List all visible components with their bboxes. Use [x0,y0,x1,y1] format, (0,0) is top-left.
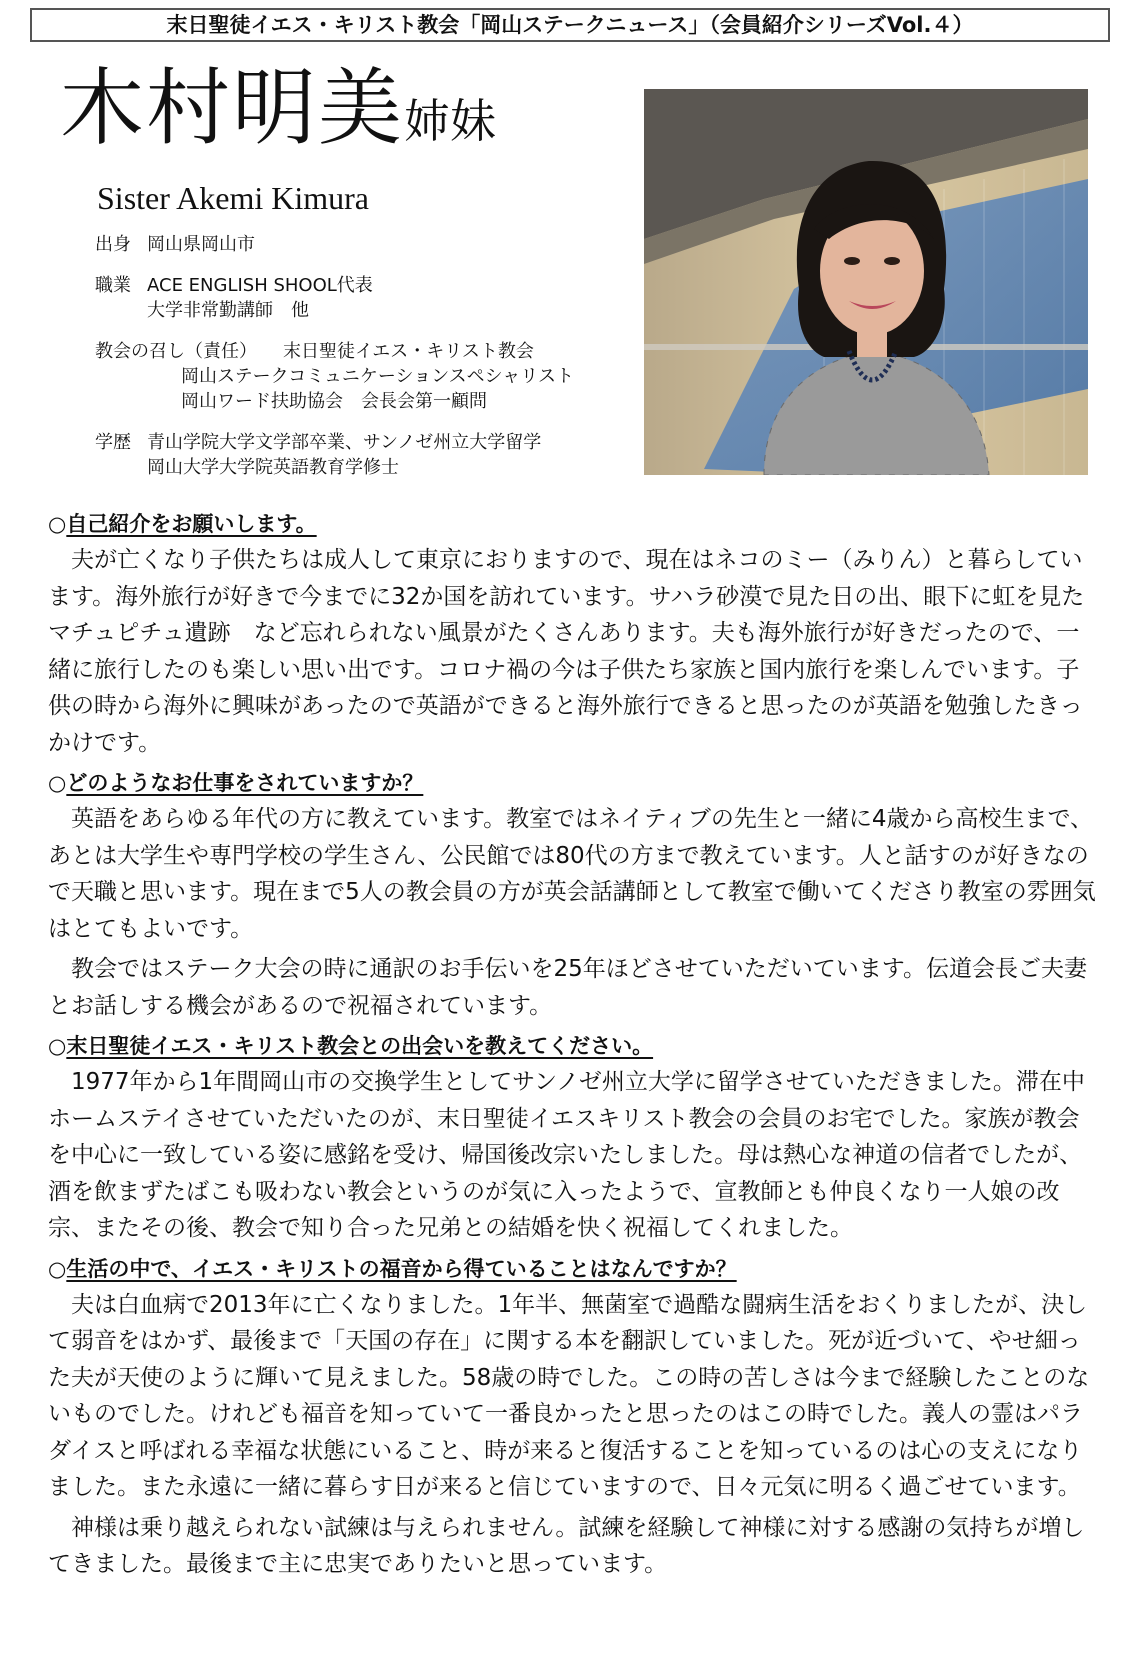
job-line: ACE ENGLISH SHOOL代表 [147,275,373,296]
profile-details [95,232,574,496]
calling-line: 岡山ステークコミュニケーションスペシャリスト [181,366,574,387]
hometown-label: 出身 [95,234,131,255]
profile-calling [95,339,574,414]
section-heading: ○生活の中で、イエス・キリストの福音から得ていることはなんですか？ [48,1256,737,1281]
member-name-jp: 木村明美 [60,59,405,157]
profile-education [95,430,574,480]
newsletter-header [30,8,1110,42]
education-line: 青山学院大学文学部卒業、サンノゼ州立大学留学 [147,432,542,453]
paragraph: 教会ではステーク大会の時に通訳のお手伝いを25年ほどさせていただいています。伝道会長ご夫妻とお話しする機会があるので祝福されています。 [48,956,1087,1019]
newsletter-title: 末日聖徒イエス・キリスト教会「岡山ステークニュース」（会員紹介シリーズVol.４） [166,13,974,37]
education-line: 岡山大学大学院英語教育学修士 [147,457,399,478]
article-body [48,502,1098,1587]
job-line: 大学非常勤講師 他 [147,300,309,321]
section-heading: ○どのようなお仕事をされていますか？ [48,771,424,795]
calling-label: 教会の召し（責任） [95,341,257,362]
calling-line: 岡山ワード扶助協会 会長会第一顧問 [181,391,487,412]
section-heading: ○自己紹介をお願いします。 [48,512,317,536]
paragraph: 神様は乗り越えられない試練は与えられません。試練を経験して神様に対する感謝の気持ちが増してきました。最後まで主に忠実でありたいと思っています。 [48,1514,1085,1577]
paragraph: 1977年から1年間岡山市の交換学生としてサンノゼ州立大学に留学させていただきました。滞在中ホームステイさせていただいたのが、末日聖徒イエスキリスト教会の会員のお宅でした。家族が教会を中心に一致している姿に感銘を受け、帰国後改宗いたしました。母は熱心な神道の信者でしたが、酒を飲まずたばこも吸わない教会というのが気に入ったようで、宣教師とも仲良くなり一人娘の改宗、またその後、教会で知り合った兄弟との結婚を快く祝福してくれました。 [48,1069,1085,1241]
member-name [60,58,496,158]
paragraph: 英語をあらゆる年代の方に教えています。教室ではネイティブの先生と一緒に4歳から高校生まで、あとは大学生や専門学校の学生さん、公民館では80代の方まで教えています。人と話すのが好きなので天職と思います。現在まで5人の教会員の方が英会話講師として教室で働いてくださり教室の雰囲気はとてもよいです。 [48,806,1096,942]
member-photo [644,89,1088,475]
paragraph: 夫は白血病で2013年に亡くなりました。1年半、無菌室で過酷な闘病生活をおくりましたが、決して弱音をはかず、最後まで「天国の存在」に関する本を翻訳していました。死が近づいて、やせ細った夫が天使のように輝いて見えました。58歳の時でした。この時の苦しさは今まで経験したことのないものでした。けれども福音を知っていて一番良かったと思ったのはこの時でした。義人の霊はパラダイスと呼ばれる幸福な状態にいること、時が来ると復活することを知っているのは心の支えになりました。また永遠に一緒に暮らす日が来ると信じていますので、日々元気に明るく過ごせています。 [48,1291,1090,1500]
member-name-en: Sister Akemi Kimura [97,180,369,216]
calling-line: 末日聖徒イエス・キリスト教会 [283,341,534,362]
member-title-suffix: 姉妹 [404,94,497,148]
profile-job [95,273,574,323]
profile-hometown [95,232,574,257]
education-label: 学歴 [95,432,131,453]
hometown-value: 岡山県岡山市 [147,234,255,255]
section-heading: ○末日聖徒イエス・キリスト教会との出会いを教えてください。 [48,1034,654,1058]
paragraph: 夫が亡くなり子供たちは成人して東京におりますので、現在はネコのミー（みりん）と暮らしています。海外旅行が好きで今までに32か国を訪れています。サハラ砂漠で見た日の出、眼下に虹を見たマチュピチュ遺跡 など忘れられない風景がたくさんあります。夫も海外旅行が好きだったので、一緒に旅行したのも楽しい思い出です。コロナ禍の今は子供たち家族と国内旅行を楽しんでいます。子供の時から海外に興味があったので英語ができると海外旅行できると思ったのが英語を勉強したきっかけです。 [48,547,1085,756]
job-label: 職業 [95,275,131,296]
